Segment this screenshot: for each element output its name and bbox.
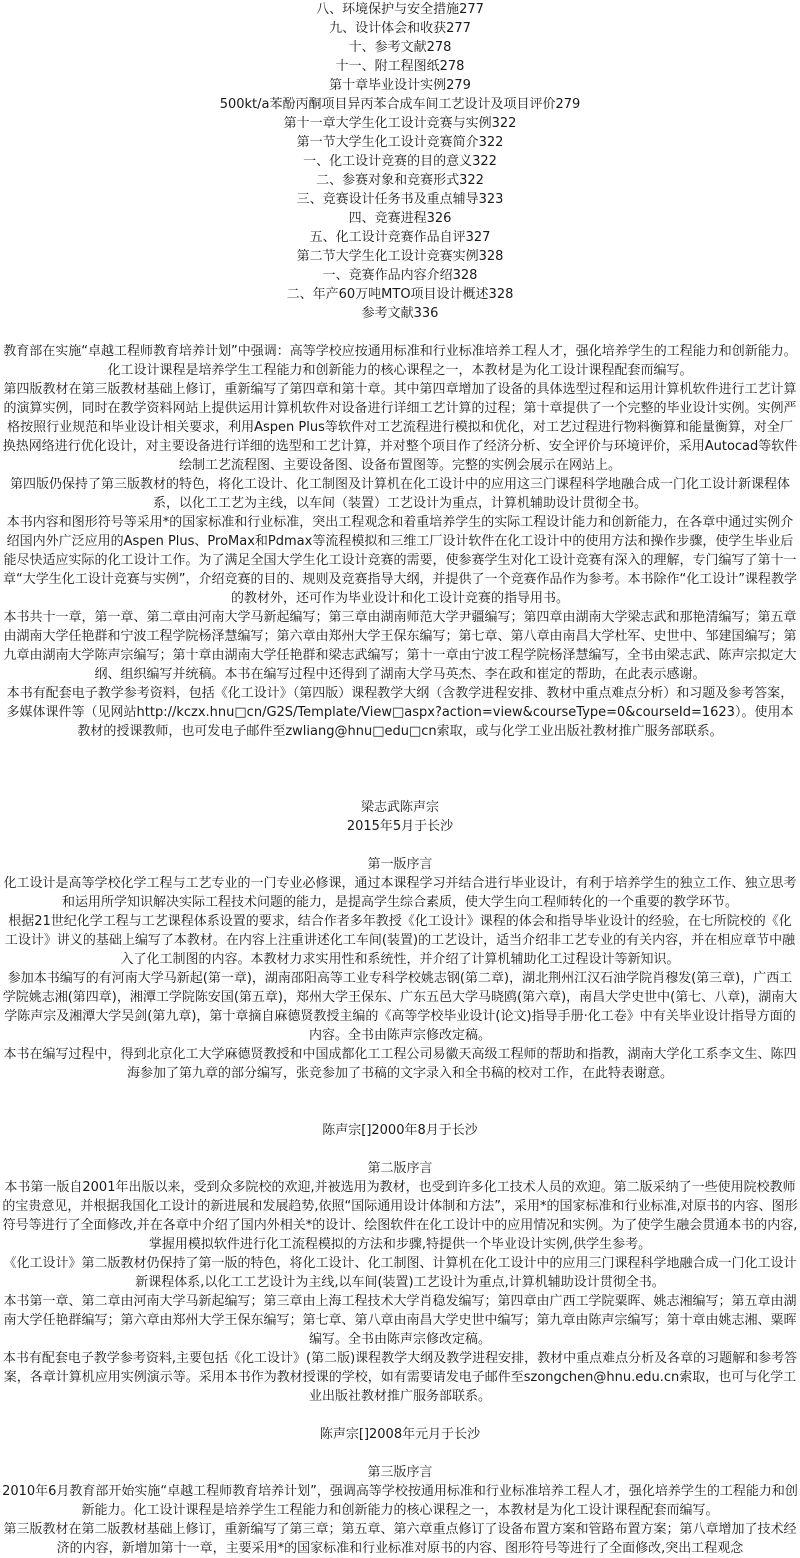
spacer xyxy=(0,1444,800,1463)
preface-third-edition xyxy=(0,1463,800,1558)
toc-entry[interactable]: 第十一章大学生化工设计竞赛与实例322 xyxy=(283,116,517,131)
preface4-paragraph: 本书内容和图形符号等采用*的国家标准和行业标准，突出工程观念和着重培养学生的实际工程设计能力和创新能力，在各章中通过实例介绍国内外广泛应用的Aspen Plus、ProMax和Pdmax等流程模拟和三维工厂设计软件在化工设计中的使用方法和操作步骤，使学生毕业后能尽快适应实际的化工设计工作。为了满足全国大学生化工设计竞赛的需要，使参赛学生对化工设计竞赛有深入的理解，专门编写了第十一章“大学生化工设计竞赛与实例”，介绍竞赛的目的、规则及竞赛指导大纲，并提供了一个竞赛作品作为参考。本书除作“化工设计”课程教学的教材外，还可作为毕业设计和化工设计竞赛的指导用书。 xyxy=(3,515,797,606)
toc-entry[interactable]: 500kt/a苯酚丙酮项目异丙苯合成车间工艺设计及项目评价279 xyxy=(219,97,581,112)
toc-entry[interactable]: 二、年产60万吨MTO项目设计概述328 xyxy=(286,287,514,302)
spacer xyxy=(0,741,800,798)
preface4-paragraph: 本书有配套电子教学参考资料，包括《化工设计》（第四版）课程教学大纲（含教学进程安排、教材中重点难点分析）和习题及参考答案，多媒体课件等（见网站http://kczx.hnu□cn/G2S/Template/View□aspx?action=view&courseType=0&courseId=1623）。使用本教材的授课教师，也可发电子邮件至zwliang@hnu□edu□cn索取，或与化学工业出版社教材推广服务部联系。 xyxy=(6,686,794,739)
spacer xyxy=(0,1140,800,1159)
toc-entry[interactable]: 第十章毕业设计实例279 xyxy=(329,78,471,93)
toc-entry[interactable]: 二、参赛对象和竞赛形式322 xyxy=(316,173,484,188)
toc-entry[interactable]: 三、竞赛设计任务书及重点辅导323 xyxy=(296,192,504,207)
table-of-contents xyxy=(0,0,800,323)
preface1-paragraph: 参加本书编写的有河南大学马新起(第一章)，湖南邵阳高等工业专科学校姚志钢(第二章)，湖北荆州江汉石油学院肖穆发(第三章)，广西工学院姚志湘(第四章)，湘潭工学院陈安国(第五章)，郑州大学王保东、广东五邑大学马晓鸥(第六章)，南昌大学史世中(第七、八章)，湖南大学陈声宗及湘潭大学吴剑(第九章)，第十章摘自麻德贤教授主编的《高等学校毕业设计(论文)指导手册·化工卷》中有关毕业设计指导方面的内容。全书由陈声宗修改定稿。 xyxy=(2,971,798,1043)
preface4-paragraph: 教育部在实施“卓越工程师教育培养计划”中强调：高等学校应按通用标准和行业标准培养工程人才，强化培养学生的工程能力和创新能力。化工设计课程是培养学生工程能力和创新能力的核心课程之一，本教材是为化工设计课程配套而编写。 xyxy=(3,344,797,378)
preface4-authors: 梁志武陈声宗 xyxy=(360,800,439,815)
toc-entry[interactable]: 五、化工设计竞赛作品自评327 xyxy=(309,230,491,245)
preface2-paragraph: 《化工设计》第二版教材仍保持了第一版的特色，将化工设计、化工制图、计算机在化工设计中的应用三门课程科学地融合成一门化工设计新课程体系,以化工工艺设计为主线,以车间(装置)工艺设计为重点,计算机辅助设计贯彻全书。 xyxy=(3,1256,797,1290)
spacer xyxy=(0,1406,800,1425)
preface2-paragraph: 本书第一章、第二章由河南大学马新起编写；第三章由上海工程技术大学肖稳发编写；第四章由广西工学院粟晖、姚志湘编写；第五章由湖南大学任艳群编写；第六章由郑州大学王保东编写；第七章、第八章由南昌大学史世中编写；第九章由陈声宗编写；第十章由姚志湘、粟晖编写。全书由陈声宗修改定稿。 xyxy=(3,1294,797,1347)
preface3-title: 第三版序言 xyxy=(367,1465,433,1480)
toc-entry[interactable]: 第二节大学生化工设计竞赛实例328 xyxy=(296,249,504,264)
toc-entry[interactable]: 十一、附工程图纸278 xyxy=(335,59,465,74)
toc-entry[interactable]: 十、参考文献278 xyxy=(348,40,452,55)
preface4-paragraph: 第四版教材在第三版教材基础上修订，重新编写了第四章和第十章。其中第四章增加了设备的具体选型过程和运用计算机软件进行工艺计算的演算实例，同时在教学资料网站上提供运用计算机软件对设备进行详细工艺计算的过程；第十章提供了一个完整的毕业设计实例。实例严格按照行业规范和毕业设计相关要求，利用Aspen Plus等软件对工艺流程进行模拟和优化，对工艺过程进行物料衡算和能量衡算，对全厂换热网络进行优化设计，对主要设备进行详细的选型和工艺计算，并对整个项目作了经济分析、安全评价与环境评价，采用Autocad等软件绘制工艺流程图、主要设备图、设备布置图等。完整的实例会展示在网站上。 xyxy=(2,382,798,473)
preface4-date: 2015年5月于长沙 xyxy=(346,819,454,834)
preface2-paragraph: 本书有配套电子教学参考资料,主要包括《化工设计》(第二版)课程教学大纲及教学进程安排，教材中重点难点分析及各章的习题解和参考答案，各章计算机应用实例演示等。采用本书作为教材授课的学校，如有需要请发电子邮件至szongchen@hnu.edu.cn索取，也可与化学工业出版社教材推广服务部联系。 xyxy=(2,1351,798,1404)
spacer xyxy=(0,1083,800,1121)
toc-entry[interactable]: 八、环境保护与安全措施277 xyxy=(316,2,484,17)
preface1-title: 第一版序言 xyxy=(367,857,433,872)
preface3-paragraph: 第三版教材在第二版教材基础上修订，重新编写了第三章；第五章、第六章重点修订了设备布置方案和管路布置方案；第八章增加了技术经济的内容，新增加第十一章，主要采用*的国家标准和行业标准对原书的内容、图形符号等进行了全面修改,突出工程观念 xyxy=(3,1522,797,1556)
preface1-paragraph: 本书在编写过程中，得到北京化工大学麻德贤教授和中国成都化工工程公司易徽天高级工程师的帮助和指教，湖南大学化工系李文生、陈四海参加了第九章的部分编写，张竞参加了书稿的文字录入和全书稿的校对工作，在此特表谢意。 xyxy=(3,1047,797,1081)
preface-second-edition xyxy=(0,1159,800,1444)
toc-entry[interactable]: 第一节大学生化工设计竞赛简介322 xyxy=(296,135,504,150)
spacer xyxy=(0,836,800,855)
toc-entry[interactable]: 九、设计体会和收获277 xyxy=(329,21,471,36)
toc-entry[interactable]: 一、化工设计竞赛的目的意义322 xyxy=(303,154,497,169)
preface1-signature: 陈声宗[]2000年8月于长沙 xyxy=(322,1123,478,1138)
preface4-paragraph: 本书共十一章，第一章、第二章由河南大学马新起编写；第三章由湖南师范大学尹疆编写；第四章由湖南大学梁志武和那艳清编写；第五章由湖南大学任艳群和宁波工程学院杨泽慧编写；第六章由郑州大学王保东编写；第七章、第八章由南昌大学杜军、史世中、邹建国编写；第九章由湖南大学陈声宗编写；第十章由湖南大学任艳群和梁志武编写；第十一章由宁波工程学院杨泽慧编写，全书由梁志武、陈声宗拟定大纲、组织编写并统稿。本书在编写过程中还得到了湖南大学马英杰、李在政和崔定的帮助，在此表示感谢。 xyxy=(3,610,797,682)
toc-entry[interactable]: 参考文献336 xyxy=(361,306,439,321)
toc-entry[interactable]: 四、竞赛进程326 xyxy=(348,211,452,226)
preface-first-edition xyxy=(0,855,800,1140)
preface2-title: 第二版序言 xyxy=(367,1161,433,1176)
preface4-paragraph: 第四版仍保持了第三版教材的特色，将化工设计、化工制图及计算机在化工设计中的应用这三门课程科学地融合成一门化工设计新课程体系，以化工工艺为主线，以车间（装置）工艺设计为重点，计算机辅助设计贯彻全书。 xyxy=(9,477,790,511)
preface2-paragraph: 本书第一版自2001年出版以来，受到众多院校的欢迎,并被选用为教材，也受到许多化工技术人员的欢迎。第二版采纳了一些使用院校教师的宝贵意见，并根据我国化工设计的新进展和发展趋势,依照“国际通用设计体制和方法”，采用*的国家标准和行业标准,对原书的内容、图形符号等进行了全面修改,并在各章中介绍了国内外相关*的设计、绘图软件在化工设计中的应用情况和实例。为了使学生融会贯通本书的内容,掌握用模拟软件进行化工流程模拟的方法和步骤,特提供一个毕业设计实例,供学生参考。 xyxy=(2,1180,798,1252)
preface2-signature: 陈声宗[]2008年元月于长沙 xyxy=(319,1427,481,1442)
toc-entry[interactable]: 一、竞赛作品内容介绍328 xyxy=(322,268,478,283)
spacer xyxy=(0,323,800,342)
preface3-paragraph: 2010年6月教育部开始实施“卓越工程师教育培养计划”，强调高等学校按通用标准和行业标准培养工程人才，强化培养学生的工程能力和创新能力。化工设计课程是培养学生工程能力和创新能力的核心课程之一，本教材是为化工设计课程配套而编写。 xyxy=(2,1484,798,1518)
preface1-paragraph: 化工设计是高等学校化学工程与工艺专业的一门专业必修课，通过本课程学习并结合进行毕业设计，有利于培养学生的独立工作、独立思考和运用所学知识解决实际工程技术问题的能力，是提高学生综合素质，使大学生向工程师转化的一个重要的教学环节。 xyxy=(3,876,797,910)
preface1-paragraph: 根据21世纪化学工程与工艺课程体系设置的要求，结合作者多年教授《化工设计》课程的体会和指导毕业设计的经验，在七所院校的《化工设计》讲义的基础上编写了本教材。在内容上注重讲述化工车间(装置)的工艺设计，适当介绍非工艺专业的有关内容，并在相应章节中融入了化工制图的内容。本教材力求实用性和系统性，并介绍了计算机辅助化工过程设计等新知识。 xyxy=(4,914,796,967)
preface-fourth-edition xyxy=(0,342,800,836)
